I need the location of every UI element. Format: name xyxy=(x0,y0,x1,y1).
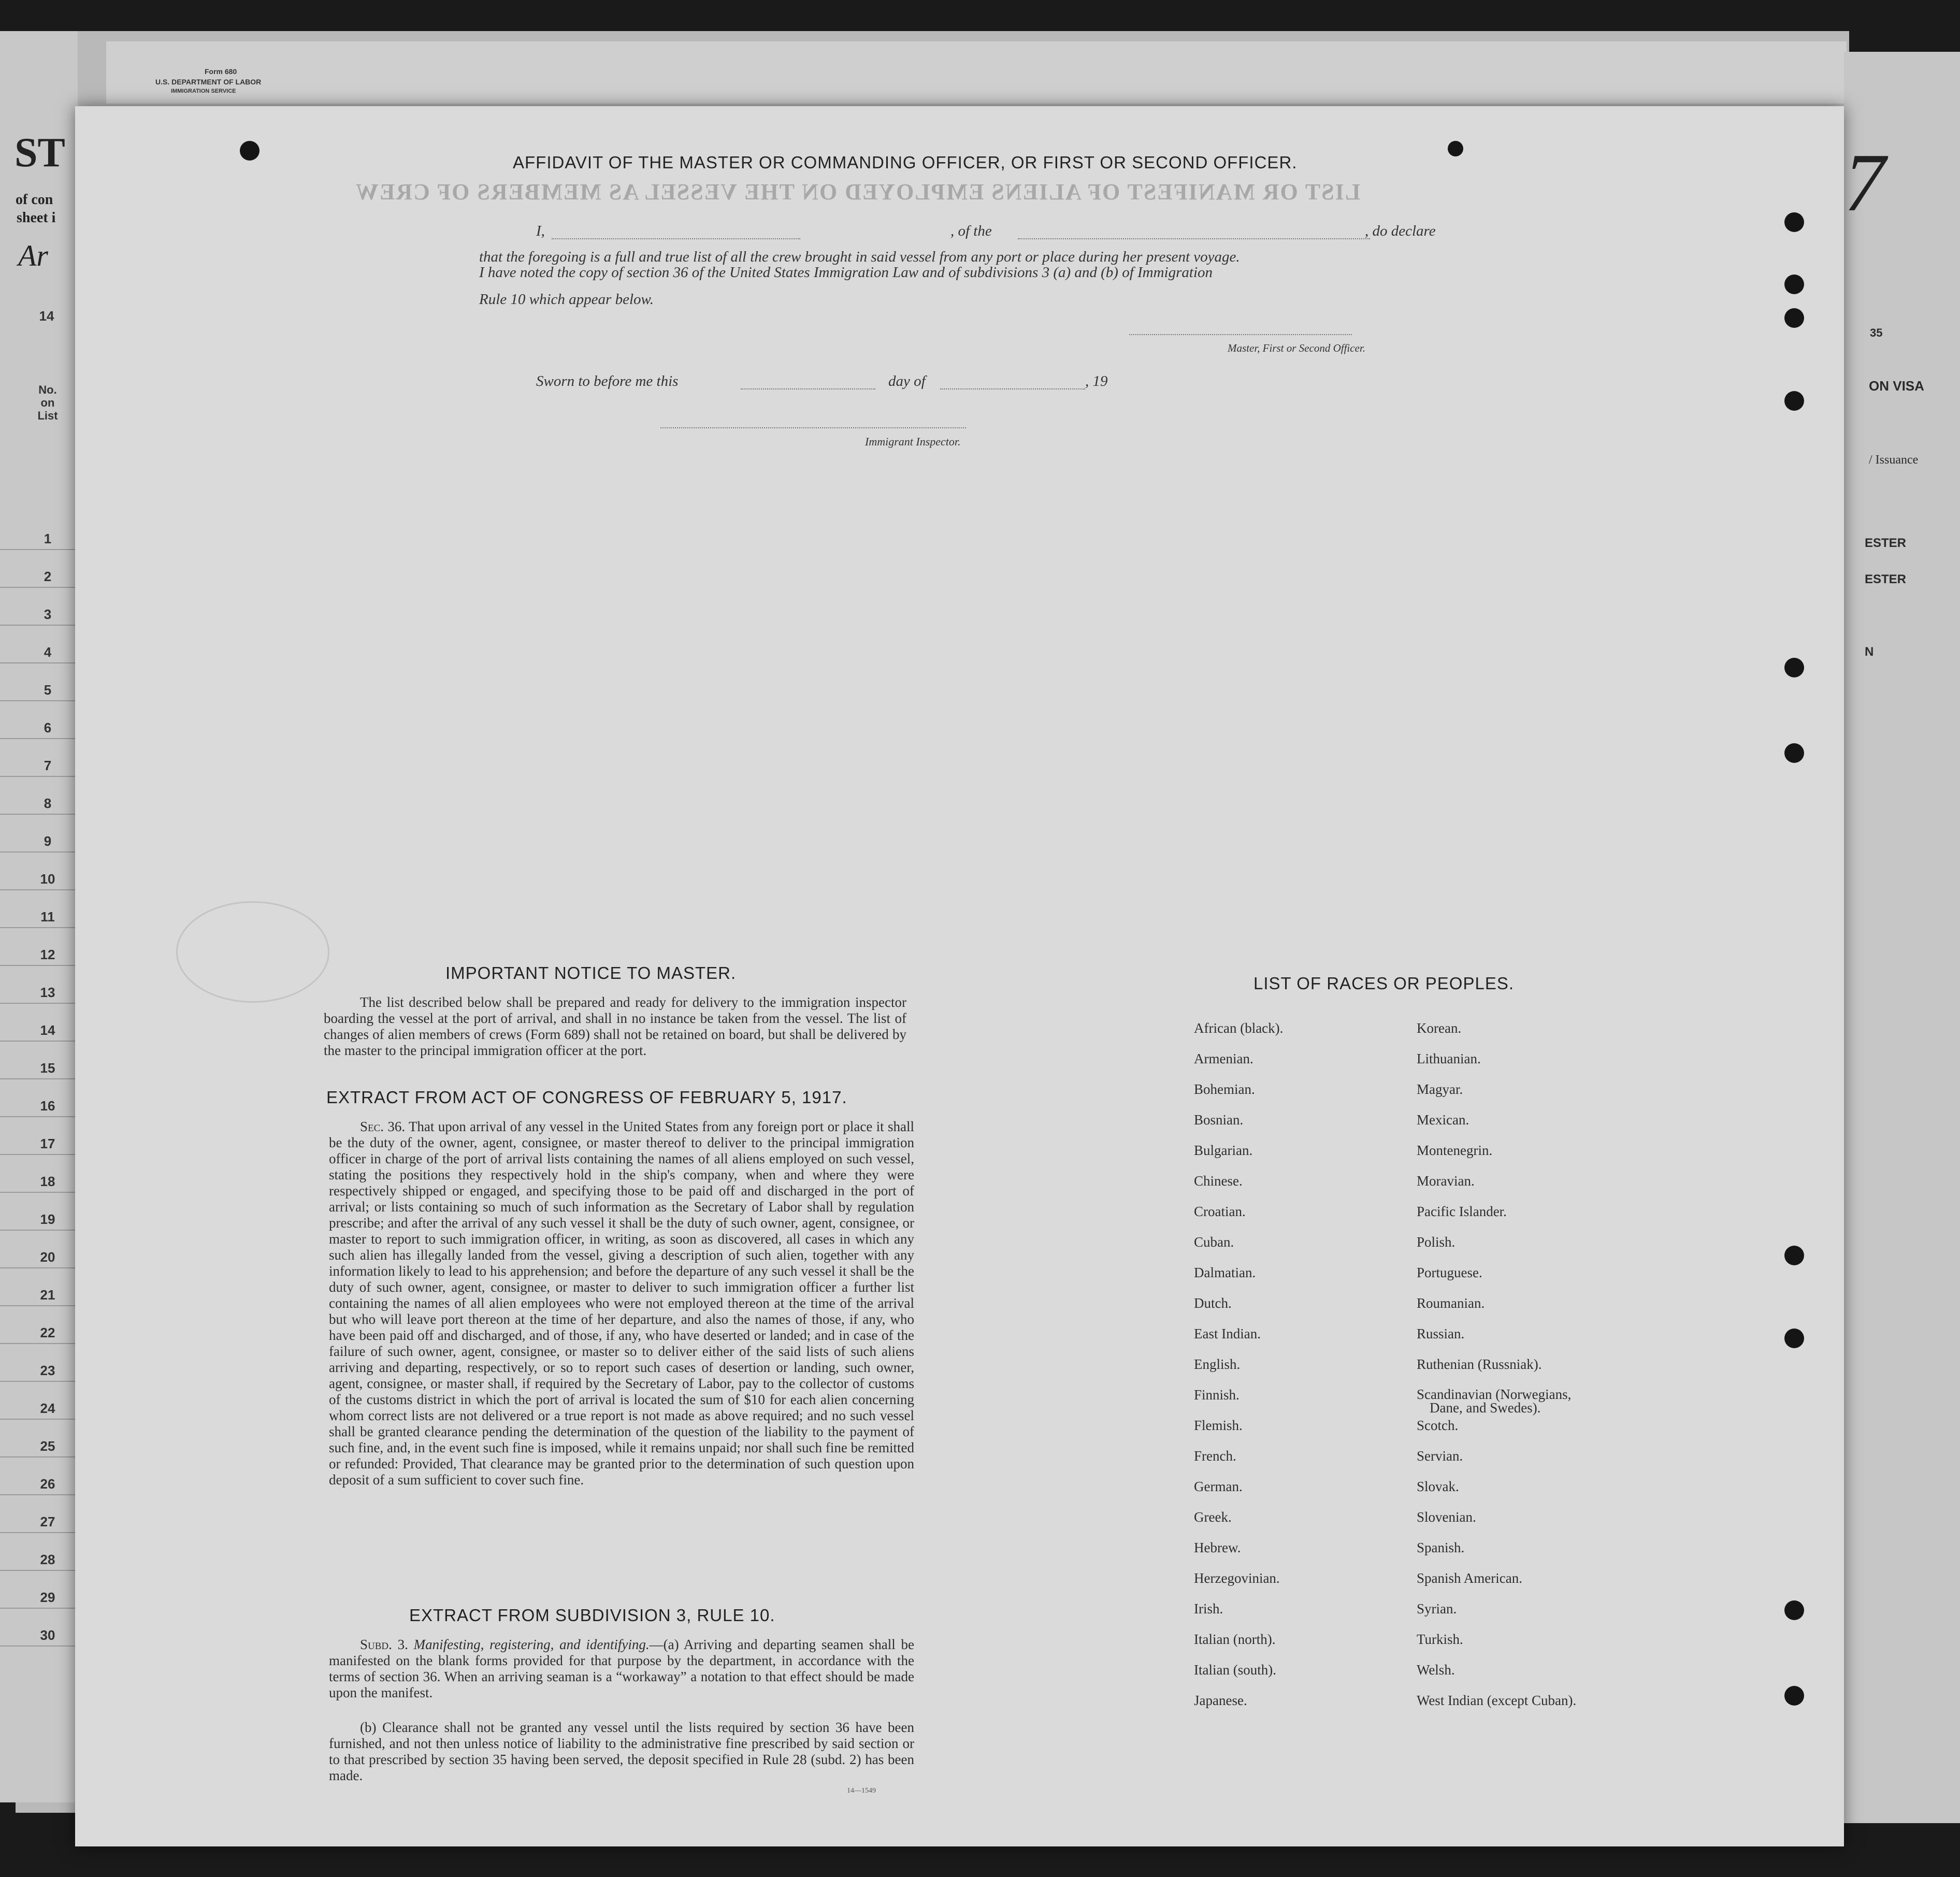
left-row-number: 22 xyxy=(40,1325,55,1340)
row-rule xyxy=(0,1267,78,1268)
left-col-header-3: List xyxy=(37,409,58,422)
extract-act-title: EXTRACT FROM ACT OF CONGRESS OF FEBRUARY 5, 1917. xyxy=(326,1088,847,1107)
form-number: Form 680 xyxy=(205,67,237,76)
master-signature-line xyxy=(1129,334,1352,335)
race-item: Korean. xyxy=(1417,1020,1462,1036)
left-row-number: 28 xyxy=(40,1552,55,1567)
race-item: Spanish. xyxy=(1417,1540,1465,1555)
row-rule xyxy=(0,1305,78,1306)
left-row-number: 30 xyxy=(40,1627,55,1643)
race-item: Dalmatian. xyxy=(1194,1265,1256,1280)
left-col-header-2: on xyxy=(40,396,55,409)
race-item: Italian (south). xyxy=(1194,1662,1276,1678)
affidavit-of-the: , of the xyxy=(950,223,992,239)
right-fragment-n: N xyxy=(1865,645,1874,659)
row-rule xyxy=(0,1419,78,1420)
right-fragment-ester-2: ESTER xyxy=(1865,572,1907,586)
race-item: Greek. xyxy=(1194,1509,1232,1525)
left-fragment-2: sheet i xyxy=(17,210,56,226)
race-item: Slovenian. xyxy=(1417,1509,1476,1525)
row-rule xyxy=(0,1532,78,1533)
left-row-number: 13 xyxy=(40,985,55,1000)
row-rule xyxy=(0,1003,78,1004)
extract-rule-title: EXTRACT FROM SUBDIVISION 3, RULE 10. xyxy=(409,1606,775,1625)
race-item: Hebrew. xyxy=(1194,1540,1241,1555)
left-fragment-1: of con xyxy=(16,192,53,208)
page-number-fragment: 7 xyxy=(1844,136,1885,228)
affidavit-i: I, xyxy=(536,223,545,239)
row-rule xyxy=(0,776,78,777)
sworn-text: Sworn to before me this xyxy=(536,373,679,389)
left-row-number: 19 xyxy=(40,1211,55,1227)
left-row-number: 1 xyxy=(44,531,52,546)
affidavit-line-2: that the foregoing is a full and true list of all the crew brought in said vessel from any port or place during her present voyage. xyxy=(479,249,1240,265)
race-item: Magyar. xyxy=(1417,1081,1463,1097)
left-row-number: 25 xyxy=(40,1438,55,1454)
section-label: Sec. 36. xyxy=(360,1119,406,1134)
left-row-number: 24 xyxy=(40,1400,55,1416)
left-row-number: 14 xyxy=(40,1022,55,1038)
row-rule xyxy=(0,965,78,966)
row-rule xyxy=(0,587,78,588)
race-item: Finnish. xyxy=(1194,1387,1240,1403)
top-sheet-strip xyxy=(106,41,1847,104)
inspector-label: Immigrant Inspector. xyxy=(865,435,961,448)
punch-hole xyxy=(1784,743,1804,763)
row-rule xyxy=(0,1154,78,1155)
row-rule xyxy=(0,851,78,853)
race-item: Syrian. xyxy=(1417,1601,1457,1616)
race-item: Slovak. xyxy=(1417,1479,1459,1494)
row-rule xyxy=(0,549,78,550)
row-rule xyxy=(0,927,78,928)
left-row-number: 18 xyxy=(40,1174,55,1189)
manifest-affidavit-sheet xyxy=(75,106,1844,1846)
race-item: Japanese. xyxy=(1194,1693,1247,1708)
left-row-number: 6 xyxy=(44,720,52,735)
left-row-number: 15 xyxy=(40,1060,55,1076)
left-row-number: 20 xyxy=(40,1249,55,1265)
left-row-number: 29 xyxy=(40,1590,55,1605)
race-item: Moravian. xyxy=(1417,1173,1475,1189)
race-item: African (black). xyxy=(1194,1020,1284,1036)
department-label: U.S. DEPARTMENT OF LABOR xyxy=(155,78,262,86)
punch-hole xyxy=(1784,1686,1804,1706)
punch-hole xyxy=(1784,1246,1804,1265)
sworn-year: , 19 xyxy=(1085,373,1108,389)
row-rule xyxy=(0,1456,78,1457)
race-item: Italian (north). xyxy=(1194,1631,1276,1647)
punch-hole xyxy=(1784,1600,1804,1620)
punch-hole xyxy=(1784,308,1804,328)
service-label: IMMIGRATION SERVICE xyxy=(171,88,236,94)
race-item: Roumanian. xyxy=(1417,1295,1485,1311)
sworn-day-line xyxy=(741,388,875,389)
race-item: Irish. xyxy=(1194,1601,1223,1616)
left-row-number: 5 xyxy=(44,682,52,698)
row-rule xyxy=(0,1343,78,1344)
row-rule xyxy=(0,1078,78,1079)
race-item: Scotch. xyxy=(1417,1418,1459,1433)
left-row-number: 8 xyxy=(44,796,52,811)
right-fragment-visa: ON VISA xyxy=(1869,378,1924,394)
race-item: Flemish. xyxy=(1194,1418,1243,1433)
race-item: French. xyxy=(1194,1448,1236,1464)
name-line xyxy=(552,238,800,239)
row-rule xyxy=(0,1041,78,1042)
left-row-number: 4 xyxy=(44,644,52,660)
race-item: Montenegrin. xyxy=(1417,1143,1493,1158)
sworn-month-line xyxy=(940,388,1085,389)
left-row-number: 7 xyxy=(44,758,52,773)
affidavit-declare: , do declare xyxy=(1365,223,1436,239)
row-rule xyxy=(0,1494,78,1495)
race-item: Chinese. xyxy=(1194,1173,1243,1189)
subd-label: Subd. 3. xyxy=(360,1637,408,1652)
left-row-number: 21 xyxy=(40,1287,55,1303)
left-col-number: 14 xyxy=(39,308,54,324)
race-item: Herzegovinian. xyxy=(1194,1570,1280,1586)
subd-heading: Manifesting, registering, and identifying. xyxy=(413,1637,650,1652)
row-rule xyxy=(0,625,78,626)
race-item: English. xyxy=(1194,1356,1241,1372)
left-col-header-1: No. xyxy=(38,383,57,396)
extract-act-body xyxy=(329,1119,914,1488)
race-item: Spanish American. xyxy=(1417,1570,1522,1586)
race-item: East Indian. xyxy=(1194,1326,1261,1341)
left-row-number: 26 xyxy=(40,1476,55,1492)
ghost-bleed-title: LIST OR MANIFEST OF ALIENS EMPLOYED ON THE VESSEL AS MEMBERS OF CREW xyxy=(355,179,1361,205)
row-rule xyxy=(0,1116,78,1117)
left-row-number: 12 xyxy=(40,947,55,962)
left-row-number: 17 xyxy=(40,1136,55,1151)
row-rule xyxy=(0,662,78,663)
right-fragment-issuance: / Issuance xyxy=(1869,453,1919,467)
races-title: LIST OF RACES OR PEOPLES. xyxy=(1253,974,1515,993)
race-item: Lithuanian. xyxy=(1417,1051,1481,1066)
race-item: Dutch. xyxy=(1194,1295,1232,1311)
extract-rule-a xyxy=(329,1637,914,1701)
race-item: Scandinavian (Norwegians, xyxy=(1417,1387,1572,1402)
faint-stamp xyxy=(176,901,329,1003)
race-item: German. xyxy=(1194,1479,1243,1494)
right-underlying-sheet xyxy=(1844,52,1960,1823)
left-row-number: 9 xyxy=(44,833,52,849)
row-rule xyxy=(0,1570,78,1571)
extract-act-text: That upon arrival of any vessel in the United States from any foreign port or place it shall be the duty of the owner, agent, consignee, or master thereof to deliver to the principal immigration officer in charge of the port of arrival lists containing the names of all aliens employed on such vessel, stating the positions they respectively hold in the ship's company, when and where they were respectively shipped or engaged, and specifying those to be paid off and discharged in the port of arrival; or lists containing so much of such information as the Secretary of Labor shall by regulation prescribe; and after the arrival of any such vessel it shall be the duty of such owner, agent, consignee, or master to report to such immigration officer, in writing, as soon as discovered, all cases in which any such alien has illegally landed from the vessel, giving a description of such alien, together with any information likely to lead to his apprehension; and before the departure of any such vessel it shall be the duty of such owner, agent, consignee, or master to deliver to such immigration officer a further list containing the names of all alien employees who were not employed thereon at the time of the arrival but who will leave port thereon at the time of her departure, and also the names of those, if any, who have been paid off and discharged, and of those, if any, who have deserted or landed; and in case of the failure of such owner, agent, consignee, or master so to deliver either of the said lists of such aliens arriving and departing, respectively, or so to report such cases of desertion or landing, such owner, agent, consignee, or master shall, if required by the Secretary of Labor, pay to the collector of customs of the customs district in which the port of arrival is located the sum of $10 for each alien concerning whom correct lists are not delivered or a true report is not made as above required; and no such vessel shall be granted clearance pending the determination of the question of the liability to the payment of such fine, and, in the event such fine is imposed, while it remains unpaid; nor shall such fine be remitted or refunded: Provided, That clearance may be granted prior to the determination of such question upon deposit of a sum sufficient to cover such fine. xyxy=(329,1119,914,1488)
notice-title: IMPORTANT NOTICE TO MASTER. xyxy=(445,963,737,983)
race-item: Welsh. xyxy=(1417,1662,1455,1678)
vessel-line xyxy=(1018,238,1370,239)
row-rule xyxy=(0,1230,78,1231)
race-item: Ruthenian (Russniak). xyxy=(1417,1356,1542,1372)
race-item: Turkish. xyxy=(1417,1631,1463,1647)
punch-hole xyxy=(1784,658,1804,677)
row-rule xyxy=(0,1192,78,1193)
row-rule xyxy=(0,1608,78,1609)
right-col-number: 35 xyxy=(1870,326,1883,339)
left-row-number: 27 xyxy=(40,1514,55,1529)
race-item: Bosnian. xyxy=(1194,1112,1244,1128)
row-rule xyxy=(0,1645,78,1647)
affidavit-line-3: I have noted the copy of section 36 of the United States Immigration Law and of subdivisions 3 (a) and (b) of Immigration xyxy=(479,264,1213,281)
race-item: Russian. xyxy=(1417,1326,1465,1341)
race-item: Armenian. xyxy=(1194,1051,1253,1066)
affidavit-title: AFFIDAVIT OF THE MASTER OR COMMANDING OFFICER, OR FIRST OR SECOND OFFICER. xyxy=(513,153,1298,172)
row-rule xyxy=(0,889,78,890)
punch-hole xyxy=(240,141,260,161)
affidavit-line-4: Rule 10 which appear below. xyxy=(479,291,654,308)
left-fragment-3: Ar xyxy=(18,239,48,272)
left-underlying-sheet xyxy=(0,31,78,1802)
left-row-number: 23 xyxy=(40,1363,55,1378)
inspector-signature-line xyxy=(660,427,966,428)
row-rule xyxy=(0,1381,78,1382)
left-row-number: 3 xyxy=(44,607,52,622)
punch-hole xyxy=(1448,141,1463,156)
left-fragment-st: ST xyxy=(15,130,65,176)
race-item: Croatian. xyxy=(1194,1204,1246,1219)
row-rule xyxy=(0,738,78,739)
punch-hole xyxy=(1784,275,1804,294)
row-rule xyxy=(0,814,78,815)
left-row-number: 11 xyxy=(40,909,55,925)
left-row-number: 2 xyxy=(44,569,52,584)
punch-hole xyxy=(1784,391,1804,411)
footer-code: 14—1549 xyxy=(847,1787,876,1795)
row-rule xyxy=(0,700,78,701)
race-item: Cuban. xyxy=(1194,1234,1234,1250)
sworn-day-of: day of xyxy=(888,373,926,389)
master-label: Master, First or Second Officer. xyxy=(1228,342,1365,354)
race-item: Mexican. xyxy=(1417,1112,1469,1128)
race-item: Polish. xyxy=(1417,1234,1455,1250)
right-fragment-ester-1: ESTER xyxy=(1865,536,1907,550)
race-item: Pacific Islander. xyxy=(1417,1204,1507,1219)
subd-text-a: —(a) Arriving and departing seamen shall be manifested on the blank forms provided for that purpose by the department, in accordance with the terms of section 36. When an arriving seaman is a “workaway” a notation to that effect should be made upon the manifest. xyxy=(329,1637,914,1700)
extract-rule-b: (b) Clearance shall not be granted any vessel until the lists required by section 36 have been furnished, and not then unless notice of liability to the administrative fine prescribed by said section or to that prescribed by section 35 having been served, the deposit specified in Rule 28 (subd. 2) has been made. xyxy=(329,1720,914,1783)
left-row-number: 10 xyxy=(40,871,55,887)
punch-hole xyxy=(1784,212,1804,232)
punch-hole xyxy=(1784,1329,1804,1348)
race-item: Bulgarian. xyxy=(1194,1143,1253,1158)
race-item: Portuguese. xyxy=(1417,1265,1482,1280)
race-item: Bohemian. xyxy=(1194,1081,1255,1097)
race-item: Servian. xyxy=(1417,1448,1463,1464)
race-item: Dane, and Swedes). xyxy=(1430,1400,1541,1416)
notice-text: The list described below shall be prepared and ready for delivery to the immigration inspector boarding the vessel at the port of arrival, and shall in no instance be taken from the vessel. The list of changes of alien members of crews (Form 689) shall not be retained on board, but shall be delivered by the master to the principal immigration officer at the port. xyxy=(324,994,906,1058)
race-item: West Indian (except Cuban). xyxy=(1417,1693,1577,1708)
left-row-number: 16 xyxy=(40,1098,55,1114)
